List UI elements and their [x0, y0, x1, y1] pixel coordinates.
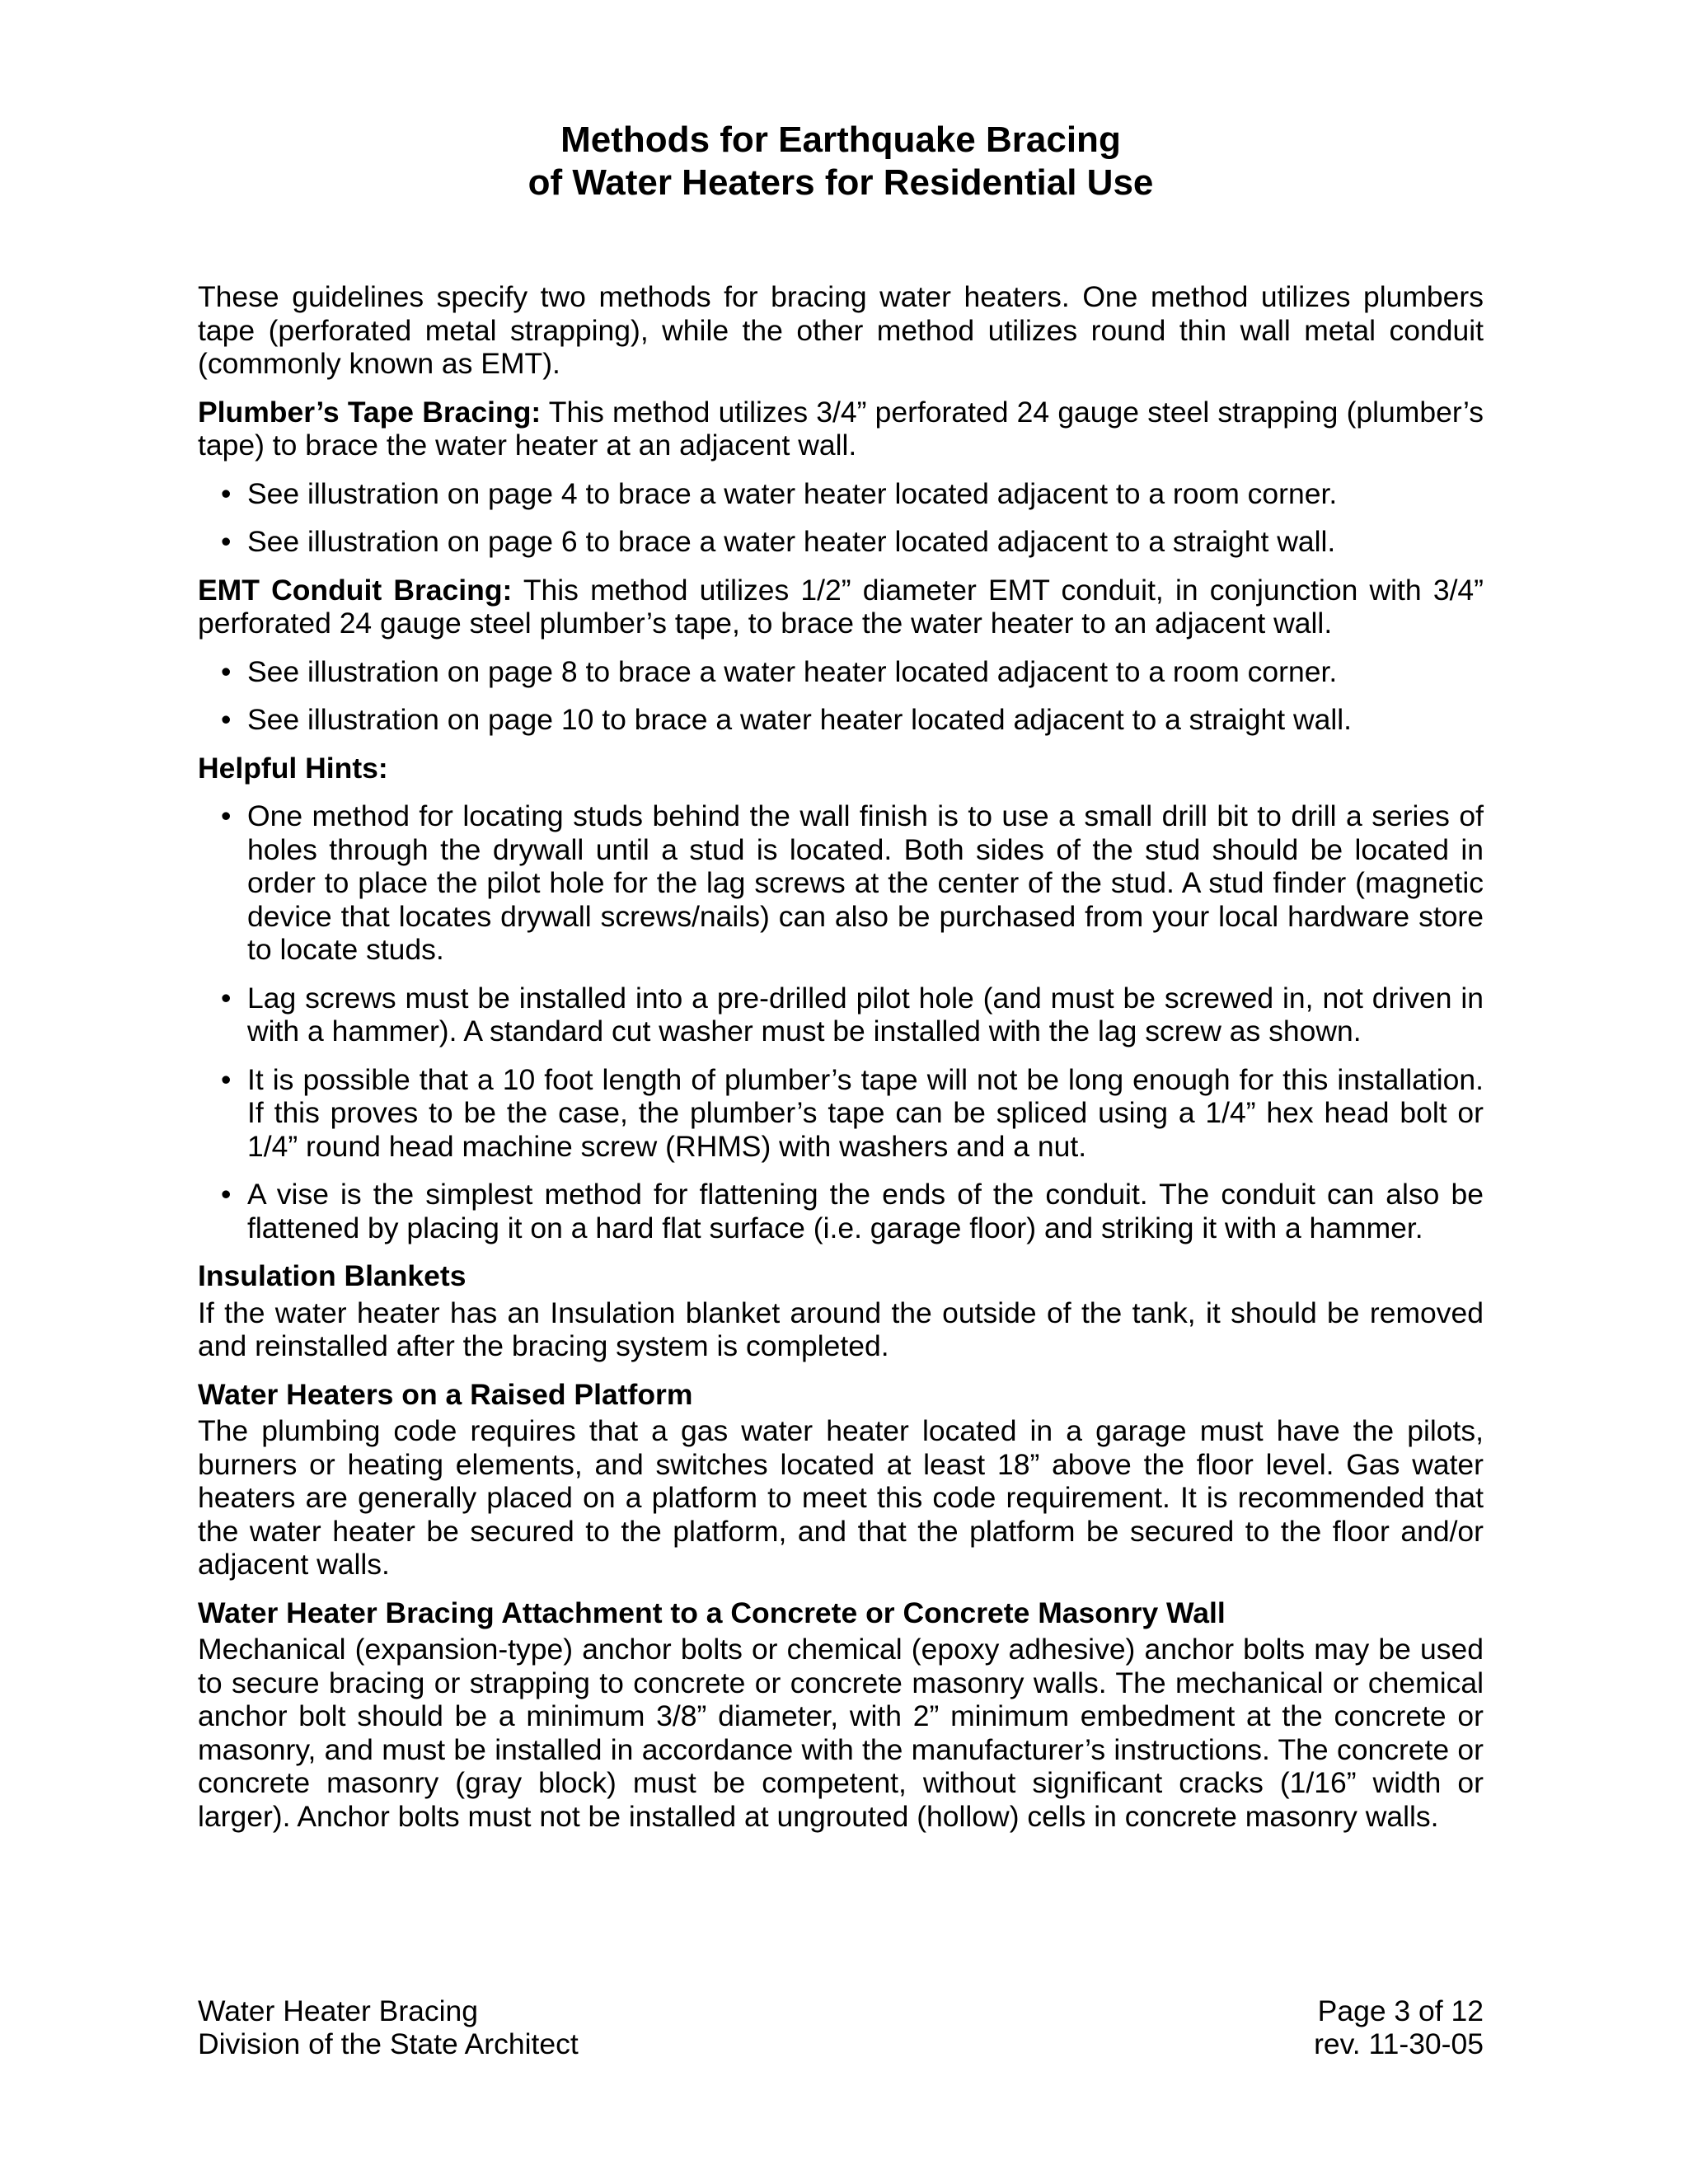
- bullet-text: It is possible that a 10 foot length of plumber’s tape will not be long enough for this installation. If this proves to be the case, the plumber’s tape can be spliced using a 1/4” hex head bolt or 1/4” round head machine screw (RHMS) with washers and a nut.: [247, 1062, 1484, 1163]
- document-title: [198, 119, 1484, 204]
- bullet-dot: •: [221, 799, 232, 832]
- concrete-wall-paragraph: Mechanical (expansion-type) anchor bolts or chemical (epoxy adhesive) anchor bolts may be used to secure bracing or strapping to concrete or concrete masonry walls. The mechanical or chemical anchor bolt should be a minimum 3/8” diameter, with 2” minimum embedment at the concrete or masonry, and must be installed in accordance with the manufacturer’s instructions. The concrete or concrete masonry (gray block) must be competent, without significant cracks (1/16” width or larger). Anchor bolts must not be installed at ungrouted (hollow) cells in concrete masonry walls.: [198, 1633, 1484, 1833]
- plumbers-tape-bullet: [198, 525, 1484, 559]
- helpful-hint-bullet: [198, 982, 1484, 1048]
- intro-paragraph: These guidelines specify two methods for bracing water heaters. One method utilizes plumbers tape (perforated metal strapping), while the other method utilizes round thin wall metal conduit (commonly known as EMT).: [198, 280, 1484, 380]
- footer-row-1: [198, 1994, 1484, 2027]
- bullet-dot: •: [221, 703, 232, 736]
- page-footer: [198, 1994, 1484, 2060]
- emt-conduit-paragraph: [198, 574, 1484, 640]
- document-body: [198, 280, 1484, 1848]
- raised-platform-heading: Water Heaters on a Raised Platform: [198, 1377, 693, 1411]
- plumbers-tape-paragraph: [198, 396, 1484, 462]
- bullet-dot: •: [221, 525, 232, 558]
- plumbers-tape-text: This method utilizes 3/4” perforated 24 gauge steel strapping (plumber’s tape) to brace the water heater at an adjacent wall.: [198, 395, 1484, 462]
- emt-conduit-text: This method utilizes 1/2” diameter EMT conduit, in conjunction with 3/4” perforated 24 gauge steel plumber’s tape, to brace the water heater to an adjacent wall.: [198, 573, 1484, 640]
- bullet-dot: •: [221, 476, 232, 510]
- insulation-heading: Insulation Blankets: [198, 1259, 467, 1292]
- insulation-paragraph: If the water heater has an Insulation blanket around the outside of the tank, it should be removed and reinstalled after the bracing system is completed.: [198, 1296, 1484, 1362]
- footer-document-name: Water Heater Bracing: [198, 1994, 479, 2027]
- bullet-text: See illustration on page 4 to brace a water heater located adjacent to a room corner.: [247, 476, 1338, 510]
- bullet-dot: •: [221, 1062, 232, 1096]
- plumbers-tape-bullet: [198, 477, 1484, 511]
- bullet-text: See illustration on page 10 to brace a water heater located adjacent to a straight wall.: [247, 703, 1352, 736]
- concrete-wall-heading: Water Heater Bracing Attachment to a Concrete or Concrete Masonry Wall: [198, 1596, 1226, 1629]
- bullet-text: A vise is the simplest method for flattening the ends of the conduit. The conduit can also be flattened by placing it on a hard flat surface (i.e. garage floor) and striking it with a hammer.: [247, 1178, 1484, 1244]
- bullet-text: See illustration on page 6 to brace a water heater located adjacent to a straight wall.: [247, 525, 1336, 558]
- helpful-hints-heading: Helpful Hints:: [198, 751, 388, 785]
- bullet-dot: •: [221, 1178, 232, 1211]
- bullet-text: One method for locating studs behind the wall finish is to use a small drill bit to drill a series of holes through the drywall until a stud is located. Both sides of the stud should be located in order to place the pilot hole for the lag screws at the center of the stud. A stud finder (magnetic device that locates drywall screws/nails) can also be purchased from your local hardware store to locate studs.: [247, 799, 1484, 966]
- raised-platform-paragraph: The plumbing code requires that a gas water heater located in a garage must have the pilots, burners or heating elements, and switches located at least 18” above the floor level. Gas water heaters are generally placed on a platform to meet this code requirement. It is recommended that the water heater be secured to the platform, and that the platform be secured to the floor and/or adjacent walls.: [198, 1414, 1484, 1581]
- helpful-hint-bullet: [198, 1178, 1484, 1244]
- footer-row-2: [198, 2027, 1484, 2060]
- footer-division: Division of the State Architect: [198, 2027, 579, 2060]
- bullet-text: See illustration on page 8 to brace a water heater located adjacent to a room corner.: [247, 654, 1338, 688]
- footer-revision: rev. 11-30-05: [1314, 2027, 1484, 2060]
- emt-conduit-bullet: [198, 655, 1484, 689]
- emt-conduit-bullet: [198, 703, 1484, 737]
- emt-conduit-label: EMT Conduit Bracing:: [198, 573, 513, 607]
- helpful-hint-bullet: [198, 799, 1484, 967]
- bullet-dot: •: [221, 654, 232, 688]
- footer-page-number: Page 3 of 12: [1317, 1994, 1484, 2027]
- bullet-text: Lag screws must be installed into a pre-drilled pilot hole (and must be screwed in, not driven in with a hammer). A standard cut washer must be installed with the lag screw as shown.: [247, 981, 1484, 1047]
- title-line-1: Methods for Earthquake Bracing: [560, 120, 1121, 160]
- title-line-2: of Water Heaters for Residential Use: [528, 162, 1154, 203]
- plumbers-tape-label: Plumber’s Tape Bracing:: [198, 395, 542, 429]
- bullet-dot: •: [221, 981, 232, 1015]
- helpful-hint-bullet: [198, 1063, 1484, 1164]
